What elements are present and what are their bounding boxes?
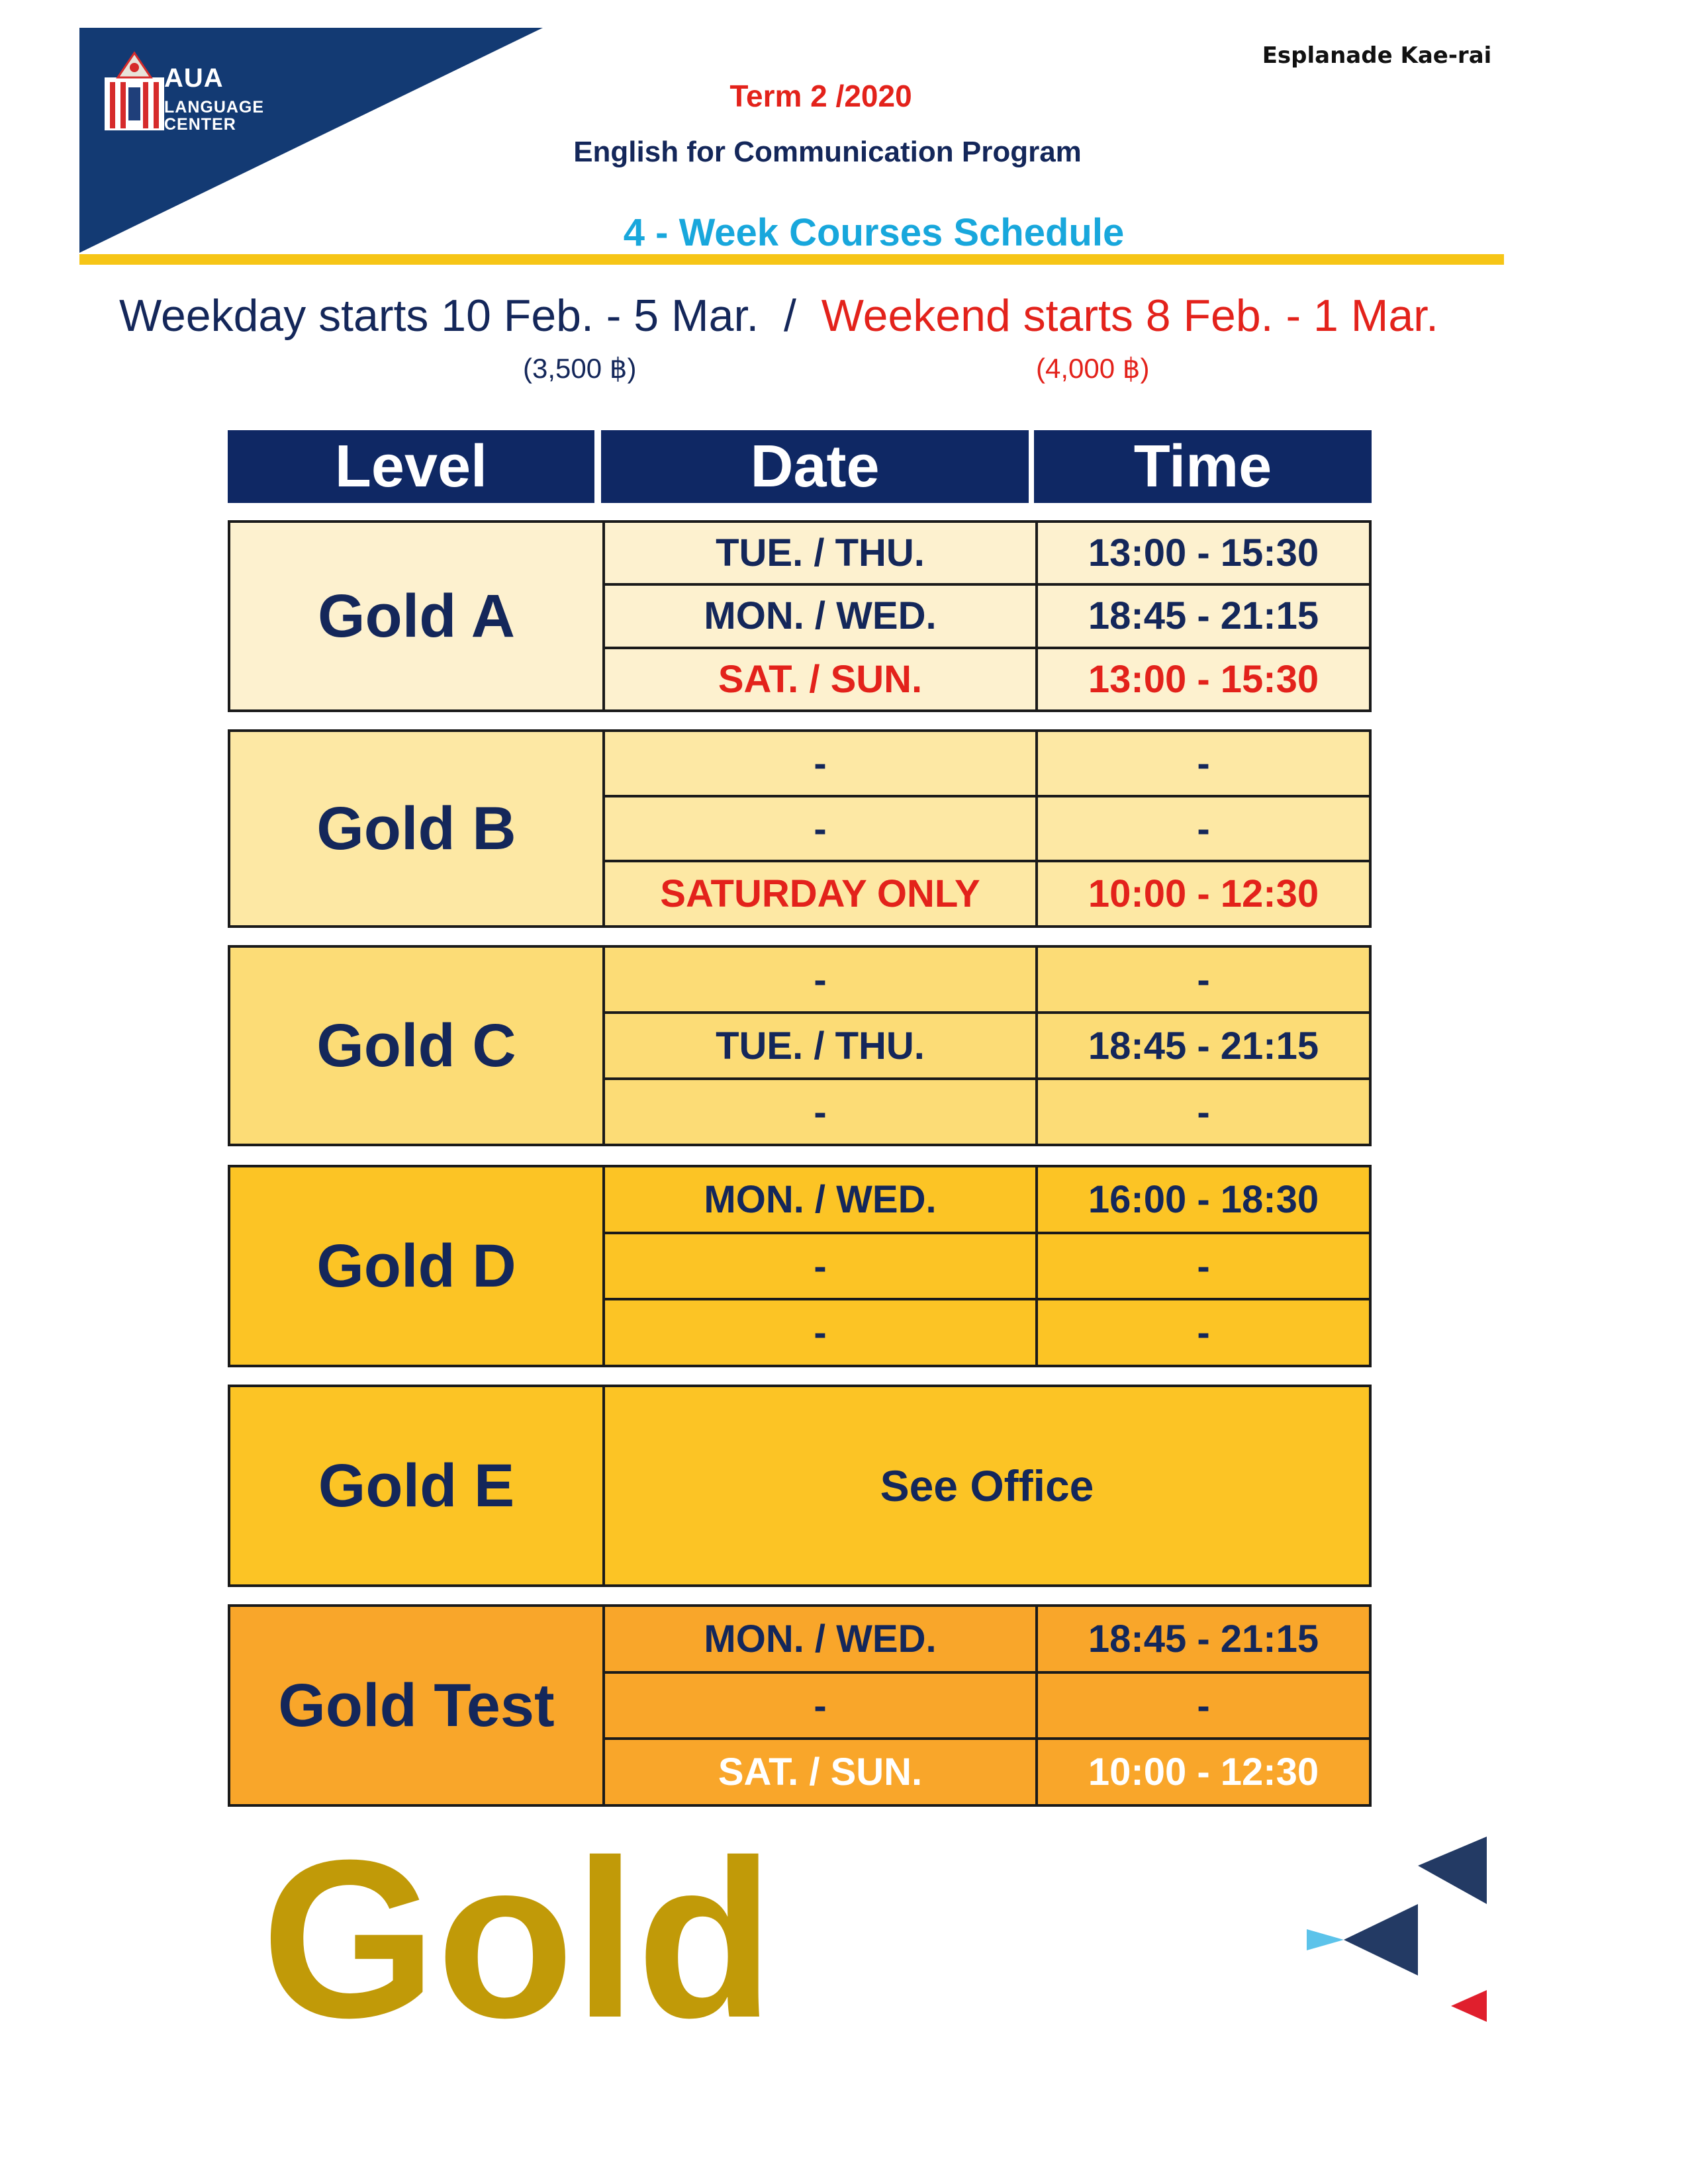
weekday-dates: Weekday starts 10 Feb. - 5 Mar. — [119, 291, 759, 341]
time-cell: 13:00 - 15:30 — [1088, 657, 1319, 701]
time-cell: - — [1197, 1090, 1210, 1134]
level-block-gold-d — [228, 1165, 1372, 1367]
level-block-gold-test — [228, 1604, 1372, 1807]
table-row — [605, 1167, 1369, 1232]
time-cell: - — [1197, 958, 1210, 1001]
time-cell: 18:45 - 21:15 — [1088, 1617, 1319, 1661]
date-cell: - — [605, 732, 1038, 795]
table-row — [605, 1077, 1369, 1144]
level-name: Gold D — [230, 1167, 605, 1365]
header-date: Date — [601, 430, 1029, 503]
level-name: Gold B — [230, 732, 605, 925]
weekend-price: (4,000 ฿) — [1036, 353, 1150, 384]
program-title: English for Communication Program — [573, 136, 1082, 168]
table-row — [605, 860, 1369, 925]
date-cell: - — [605, 1080, 1038, 1144]
table-row — [605, 1232, 1369, 1298]
see-office-note: See Office — [880, 1461, 1094, 1510]
time-cell: - — [1197, 807, 1210, 850]
logo-wordmark-aua: AUA — [164, 64, 224, 93]
table-row — [605, 1671, 1369, 1738]
level-block-gold-e — [228, 1385, 1372, 1587]
date-cell: MON. / WED. — [605, 1167, 1038, 1232]
logo-wordmark-center: CENTER — [164, 115, 236, 134]
time-cell: 18:45 - 21:15 — [1088, 594, 1319, 638]
table-row — [605, 1298, 1369, 1365]
date-cell: - — [605, 1674, 1038, 1738]
time-cell: 10:00 - 12:30 — [1088, 1751, 1319, 1794]
date-cell: - — [605, 948, 1038, 1011]
time-cell: - — [1197, 1244, 1210, 1288]
table-row — [605, 583, 1369, 646]
time-cell: - — [1197, 1684, 1210, 1727]
time-cell: 13:00 - 15:30 — [1088, 531, 1319, 575]
term-label: Term 2 /2020 — [729, 79, 912, 113]
date-cell: SATURDAY ONLY — [605, 862, 1038, 925]
triangle-decoration-icon — [1278, 1823, 1503, 2028]
level-name: Gold Test — [230, 1607, 605, 1804]
header-divider — [79, 254, 1504, 265]
time-cell: - — [1197, 741, 1210, 785]
table-row — [605, 523, 1369, 583]
level-block-gold-b — [228, 729, 1372, 928]
date-cell: MON. / WED. — [605, 586, 1038, 646]
time-cell: 18:45 - 21:15 — [1088, 1024, 1319, 1068]
table-row — [605, 732, 1369, 795]
aua-logo-icon — [98, 48, 171, 134]
level-name: Gold E — [230, 1387, 605, 1584]
header-time: Time — [1034, 430, 1372, 503]
table-row — [605, 647, 1369, 709]
weekday-price: (3,500 ฿) — [523, 353, 637, 384]
schedule-title: 4 - Week Courses Schedule — [623, 211, 1125, 254]
date-cell: - — [605, 1300, 1038, 1365]
weekend-dates: Weekend starts 8 Feb. - 1 Mar. — [821, 291, 1438, 341]
date-cell: SAT. / SUN. — [605, 649, 1038, 709]
dates-separator: / — [759, 291, 821, 341]
level-block-gold-c — [228, 945, 1372, 1146]
level-block-gold-a — [228, 520, 1372, 712]
time-cell: - — [1197, 1311, 1210, 1355]
date-cell: SAT. / SUN. — [605, 1740, 1038, 1804]
table-row — [605, 1737, 1369, 1804]
date-cell: TUE. / THU. — [605, 1014, 1038, 1077]
course-dates-line — [119, 290, 1438, 341]
table-row — [605, 1011, 1369, 1077]
branch-name: Esplanade Kae-rai — [1262, 42, 1492, 69]
level-name: Gold A — [230, 523, 605, 709]
date-cell: - — [605, 1234, 1038, 1298]
time-cell: 10:00 - 12:30 — [1088, 872, 1319, 916]
date-cell: MON. / WED. — [605, 1607, 1038, 1671]
table-row — [605, 948, 1369, 1011]
level-name: Gold C — [230, 948, 605, 1144]
time-cell: 16:00 - 18:30 — [1088, 1177, 1319, 1221]
date-cell: TUE. / THU. — [605, 523, 1038, 583]
logo-wordmark-language: LANGUAGE — [164, 98, 265, 116]
table-row — [605, 795, 1369, 860]
gold-level-title: Gold — [261, 1813, 774, 2065]
table-row — [605, 1607, 1369, 1671]
date-cell: - — [605, 797, 1038, 860]
header-level: Level — [228, 430, 594, 503]
